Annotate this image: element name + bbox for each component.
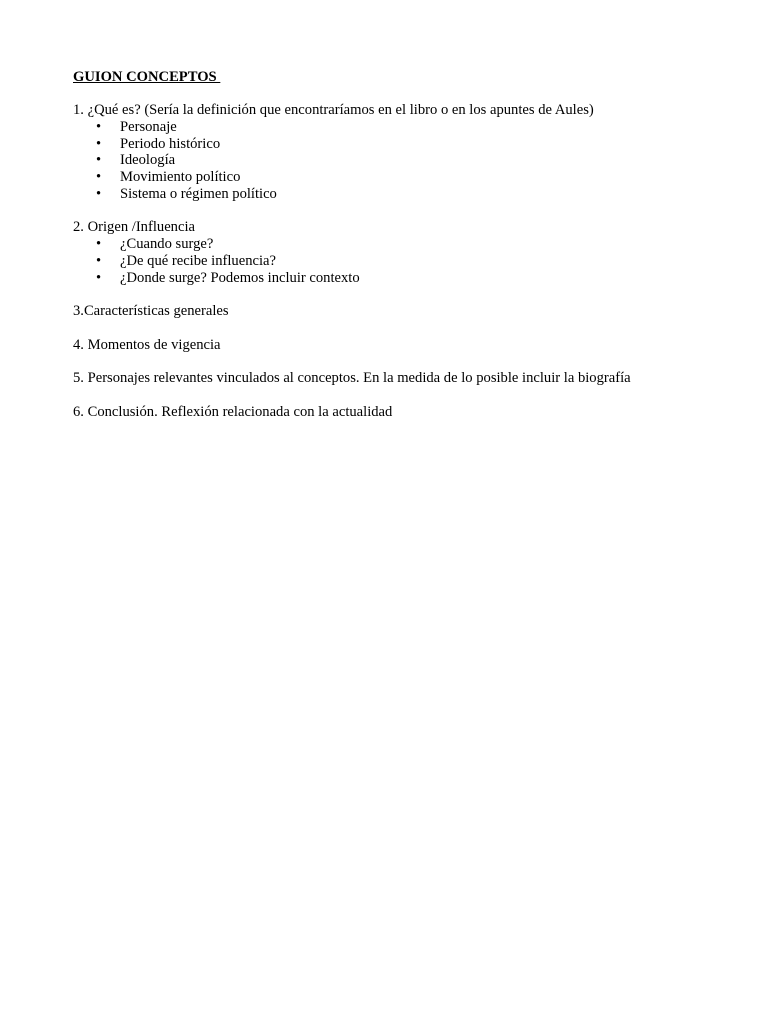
list-item-text: Personaje <box>120 118 177 135</box>
list-item-text: Sistema o régimen político <box>120 185 277 202</box>
list-item <box>73 253 713 270</box>
list-item-text: ¿De qué recibe influencia? <box>120 253 276 270</box>
bullet-icon: • <box>96 236 102 253</box>
section-heading: 3.Características generales <box>73 303 229 320</box>
bullet-icon: • <box>96 185 102 202</box>
list-item <box>73 136 713 153</box>
list-item-text: ¿Donde surge? Podemos incluir contexto <box>120 269 360 286</box>
bullet-list <box>73 236 713 286</box>
section-heading: 5. Personajes relevantes vinculados al conceptos. En la medida de lo posible incluir la biografía <box>73 370 631 387</box>
list-item <box>73 152 713 169</box>
section-5 <box>73 370 713 387</box>
list-item <box>73 119 713 136</box>
document-page <box>73 69 713 421</box>
bullet-icon: • <box>96 152 102 169</box>
section-heading: 2. Origen /Influencia <box>73 219 195 236</box>
list-item <box>73 236 713 253</box>
bullet-list <box>73 119 713 203</box>
list-item <box>73 186 713 203</box>
bullet-icon: • <box>96 118 102 135</box>
section-heading: 6. Conclusión. Reflexión relacionada con la actualidad <box>73 403 393 420</box>
section-heading: 1. ¿Qué es? (Sería la definición que encontraríamos en el libro o en los apuntes de Aules) <box>73 102 594 118</box>
spacer <box>73 203 713 220</box>
list-item-text: Ideología <box>120 152 176 169</box>
list-item <box>73 270 713 287</box>
section-1 <box>73 102 713 203</box>
spacer <box>73 320 713 337</box>
bullet-icon: • <box>96 169 102 186</box>
list-item <box>73 169 713 186</box>
spacer <box>73 354 713 371</box>
list-item-text: Periodo histórico <box>120 135 221 152</box>
document-title: GUION CONCEPTOS <box>73 69 221 85</box>
list-item-text: ¿Cuando surge? <box>120 236 214 253</box>
bullet-icon: • <box>96 135 102 152</box>
bullet-icon: • <box>96 253 102 270</box>
section-2 <box>73 219 713 286</box>
bullet-icon: • <box>96 269 102 286</box>
section-6 <box>73 404 713 421</box>
section-3 <box>73 303 713 320</box>
spacer <box>73 387 713 404</box>
spacer <box>73 287 713 304</box>
spacer <box>73 86 713 102</box>
list-item-text: Movimiento político <box>120 169 241 186</box>
section-4 <box>73 337 713 354</box>
section-heading: 4. Momentos de vigencia <box>73 336 221 353</box>
